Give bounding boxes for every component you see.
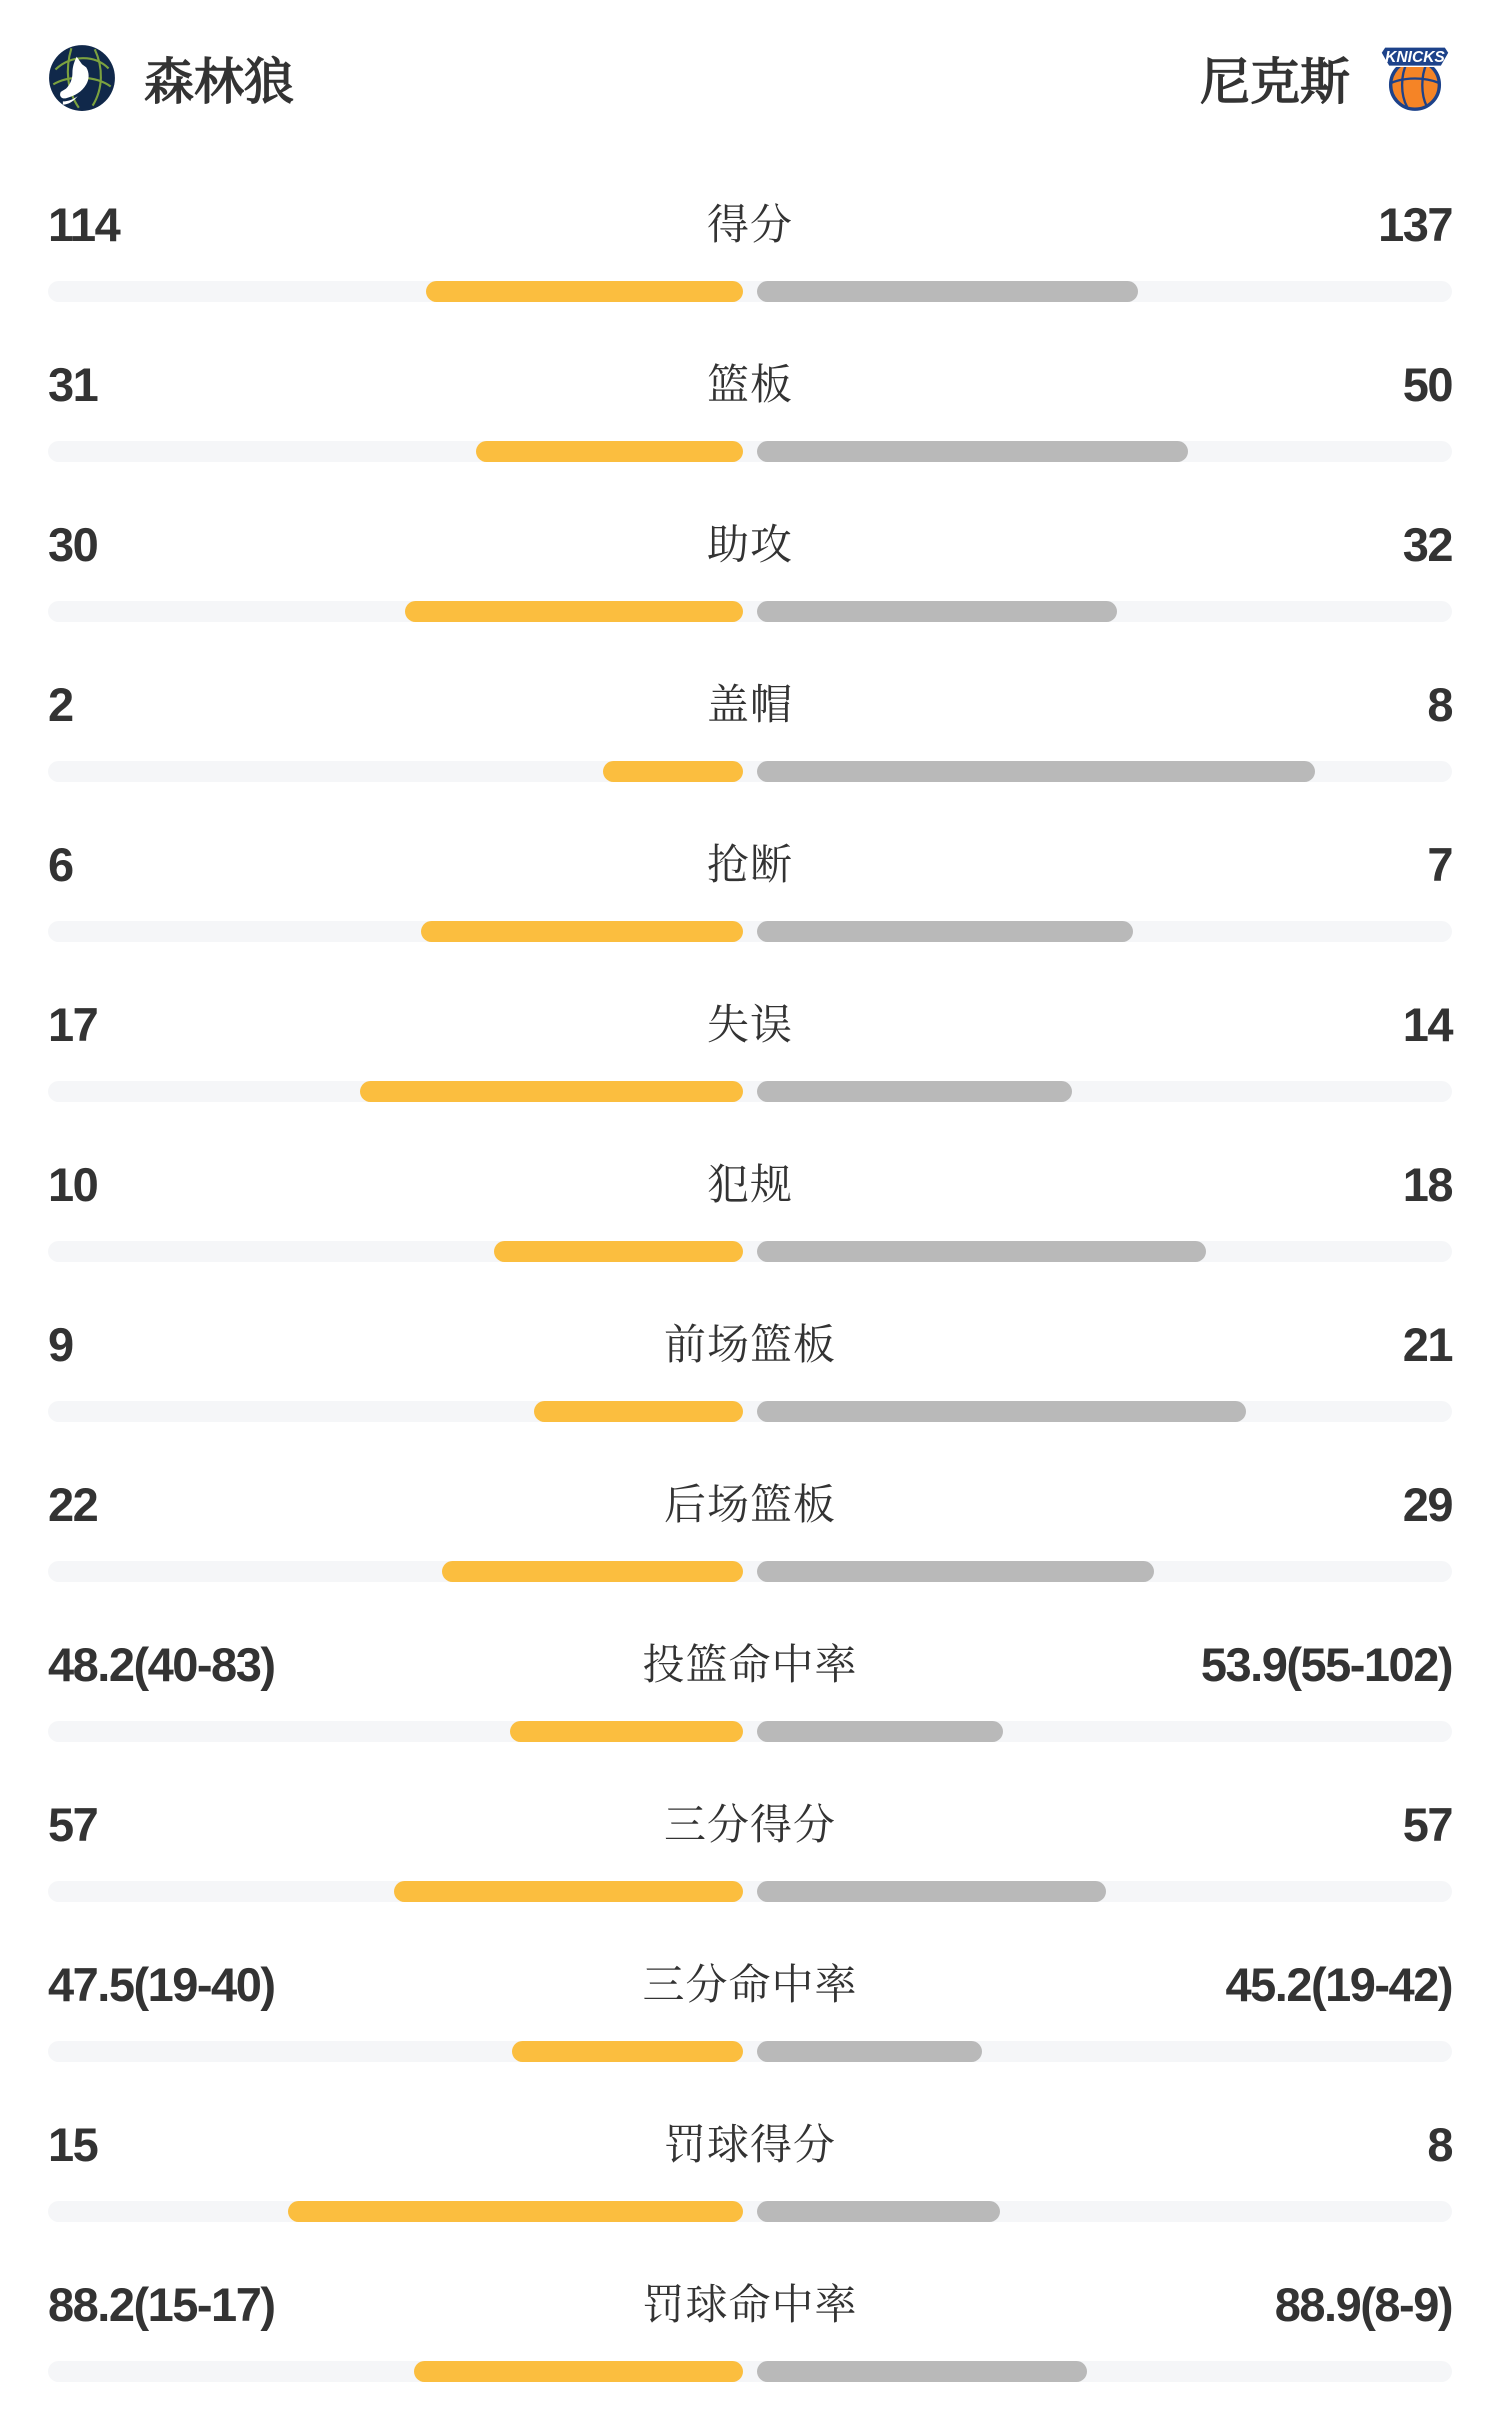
- stat-track: [48, 1401, 1452, 1422]
- home-stat-bar: [494, 1241, 743, 1262]
- home-stat-bar: [534, 1401, 743, 1422]
- home-value: 6: [48, 838, 73, 891]
- home-stat-bar: [360, 1081, 743, 1102]
- stat-row: [0, 1476, 1500, 1636]
- away-value: 53.9(55-102): [1200, 1638, 1452, 1691]
- stat-label: 篮板: [706, 361, 793, 408]
- matchup-header: [0, 0, 1500, 112]
- away-stat-bar: [757, 1081, 1072, 1102]
- home-value: 47.5(19-40): [48, 1958, 275, 2011]
- stat-track: [48, 1241, 1452, 1262]
- away-value: 50: [1402, 358, 1452, 411]
- stat-label: 犯规: [706, 1161, 793, 1208]
- stat-label: 后场篮板: [663, 1481, 836, 1528]
- stat-track: [48, 2361, 1452, 2382]
- away-value: 57: [1402, 1798, 1452, 1851]
- away-stat-bar: [757, 1881, 1106, 1902]
- home-value: 2: [48, 678, 73, 731]
- away-stat-bar: [757, 441, 1188, 462]
- stat-track: [48, 1721, 1452, 1742]
- home-value: 114: [48, 198, 120, 251]
- home-value: 88.2(15-17): [48, 2278, 275, 2331]
- stat-row: [0, 356, 1500, 516]
- stat-row: [0, 836, 1500, 996]
- home-value: 30: [48, 518, 98, 571]
- home-value: 57: [48, 1798, 98, 1851]
- stat-track: [48, 2201, 1452, 2222]
- home-stat-bar: [603, 761, 743, 782]
- away-stat-bar: [757, 761, 1315, 782]
- stat-track: [48, 1561, 1452, 1582]
- stat-row: [0, 2116, 1500, 2276]
- timberwolves-logo-icon: [48, 44, 116, 112]
- home-stat-bar: [510, 1721, 743, 1742]
- stat-label: 失误: [706, 1001, 793, 1048]
- away-team-name: 尼克斯: [1200, 54, 1350, 110]
- stat-label: 投篮命中率: [642, 1641, 858, 1688]
- stat-track: [48, 281, 1452, 302]
- away-value: 21: [1402, 1318, 1452, 1371]
- stats-comparison-list: [0, 196, 1500, 2436]
- away-value: 137: [1378, 198, 1452, 251]
- away-stat-bar: [757, 1721, 1003, 1742]
- home-stat-bar: [394, 1881, 743, 1902]
- away-stat-bar: [757, 281, 1138, 302]
- home-team: [48, 42, 294, 114]
- stat-row: [0, 1956, 1500, 2116]
- away-stat-bar: [757, 601, 1117, 622]
- stat-track: [48, 441, 1452, 462]
- stat-row: [0, 196, 1500, 356]
- stat-track: [48, 761, 1452, 782]
- home-value: 10: [48, 1158, 98, 1211]
- stat-label: 抢断: [706, 841, 793, 888]
- away-value: 32: [1402, 518, 1452, 571]
- stat-track: [48, 2041, 1452, 2062]
- home-value: 9: [48, 1318, 73, 1371]
- away-stat-bar: [757, 1401, 1246, 1422]
- away-team: [1200, 42, 1452, 114]
- knicks-logo-text: KNICKS: [1385, 48, 1445, 66]
- stat-track: [48, 921, 1452, 942]
- away-stat-bar: [757, 2201, 1000, 2222]
- stat-row: [0, 1796, 1500, 1956]
- home-value: 31: [48, 358, 98, 411]
- stat-label: 罚球得分: [663, 2121, 836, 2168]
- away-value: 45.2(19-42): [1225, 1958, 1452, 2011]
- away-stat-bar: [757, 2041, 982, 2062]
- stat-label: 得分: [706, 201, 793, 248]
- stat-label: 盖帽: [706, 681, 793, 728]
- home-stat-bar: [421, 921, 743, 942]
- away-value: 14: [1402, 998, 1452, 1051]
- knicks-logo-icon: [1378, 43, 1452, 113]
- home-stat-bar: [426, 281, 743, 302]
- home-value: 17: [48, 998, 98, 1051]
- stat-label: 三分得分: [663, 1801, 836, 1848]
- stat-label: 罚球命中率: [642, 2281, 858, 2328]
- away-value: 8: [1427, 678, 1452, 731]
- stat-row: [0, 1316, 1500, 1476]
- stat-row: [0, 1156, 1500, 1316]
- stat-row: [0, 1636, 1500, 1796]
- home-stat-bar: [288, 2201, 743, 2222]
- stat-label: 助攻: [706, 521, 793, 568]
- away-value: 7: [1427, 838, 1452, 891]
- home-value: 48.2(40-83): [48, 1638, 275, 1691]
- away-value: 8: [1427, 2118, 1452, 2171]
- home-stat-bar: [512, 2041, 743, 2062]
- home-stat-bar: [476, 441, 743, 462]
- home-stat-bar: [405, 601, 743, 622]
- home-value: 22: [48, 1478, 98, 1531]
- stat-track: [48, 601, 1452, 622]
- away-value: 18: [1402, 1158, 1452, 1211]
- stat-row: [0, 996, 1500, 1156]
- stat-label: 三分命中率: [642, 1961, 858, 2008]
- home-value: 15: [48, 2118, 98, 2171]
- stat-track: [48, 1881, 1452, 1902]
- home-team-name: 森林狼: [144, 54, 294, 110]
- stat-row: [0, 2276, 1500, 2436]
- stat-row: [0, 516, 1500, 676]
- away-value: 88.9(8-9): [1274, 2278, 1452, 2331]
- away-stat-bar: [757, 2361, 1087, 2382]
- stat-row: [0, 676, 1500, 836]
- away-stat-bar: [757, 921, 1133, 942]
- away-value: 29: [1402, 1478, 1452, 1531]
- stat-label: 前场篮板: [663, 1321, 836, 1368]
- home-stat-bar: [442, 1561, 743, 1582]
- stat-track: [48, 1081, 1452, 1102]
- home-stat-bar: [414, 2361, 743, 2382]
- away-stat-bar: [757, 1561, 1154, 1582]
- away-stat-bar: [757, 1241, 1206, 1262]
